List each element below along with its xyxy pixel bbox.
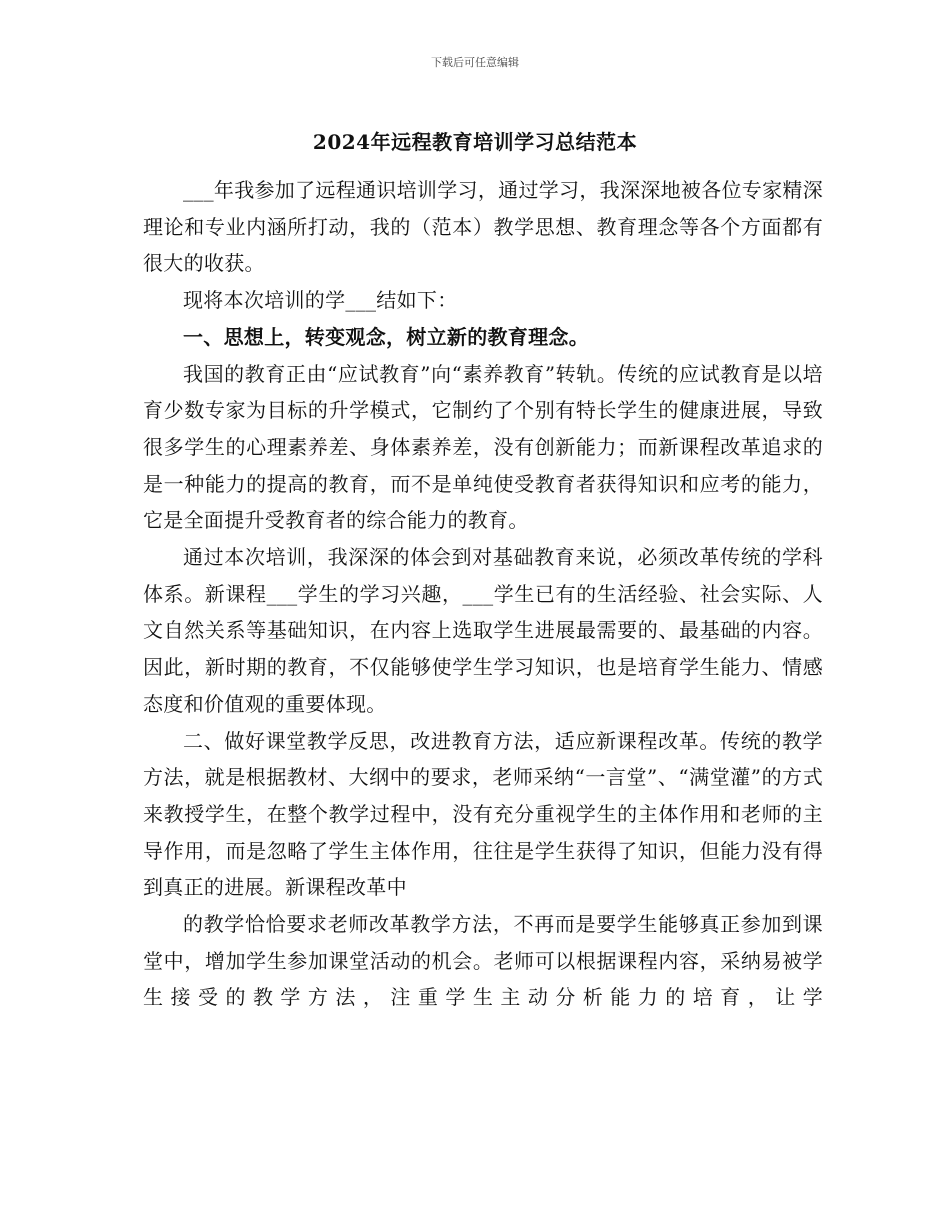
paragraph-intro: ___年我参加了远程通识培训学习，通过学习，我深深地被各位专家精深理论和专业内涵所打动，我的（范本）教学思想、教育理念等各个方面都有很大的收获。 <box>143 178 823 276</box>
document-body <box>143 172 823 1016</box>
section-heading-1: 一、思想上，转变观念，树立新的教育理念。 <box>183 324 589 349</box>
page-header-note: 下载后可任意编辑 <box>431 56 519 69</box>
document-title: 2024年远程教育培训学习总结范本 <box>312 130 638 154</box>
paragraph-continued: 的教学恰恰要求老师改革教学方法，不再而是要学生能够真正参加到课堂中，增加学生参加课堂活动的机会。老师可以根据课程内容，采纳易被学生接受的教学方法，注重学生主动分析能力的培育，让学 <box>143 912 823 1010</box>
paragraph-teaching-methods: 二、做好课堂教学反思，改进教育方法，适应新课程改革。传统的教学方法，就是根据教材、大纲中的要求，老师采纳“一言堂”、“满堂灌”的方式来教授学生，在整个教学过程中，没有充分重视学生的主体作用和老师的主导作用，而是忽略了学生主体作用，往往是学生获得了知识，但能力没有得到真正的进展。新课程改革中 <box>143 728 823 900</box>
paragraph-education-transition: 我国的教育正由“应试教育”向“素养教育”转轨。传统的应试教育是以培育少数专家为目标的升学模式，它制约了个别有特长学生的健康进展，导致很多学生的心理素养差、身体素养差，没有创新能力；而新课程改革追求的是一种能力的提高的教育，而不是单纯使受教育者获得知识和应考的能力，它是全面提升受教育者的综合能力的教育。 <box>143 361 823 533</box>
paragraph-summary-lead: 现将本次培训的学___结如下： <box>183 288 458 313</box>
paragraph-training-reflection: 通过本次培训，我深深的体会到对基础教育来说，必须改革传统的学科体系。新课程___学生的学习兴趣，___学生已有的生活经验、社会实际、人文自然关系等基础知识，在内容上选取学生进展最需要的、最基础的内容。因此，新时期的教育，不仅能够使学生学习知识，也是培育学生能力、情感态度和价值观的重要体现。 <box>143 545 823 716</box>
